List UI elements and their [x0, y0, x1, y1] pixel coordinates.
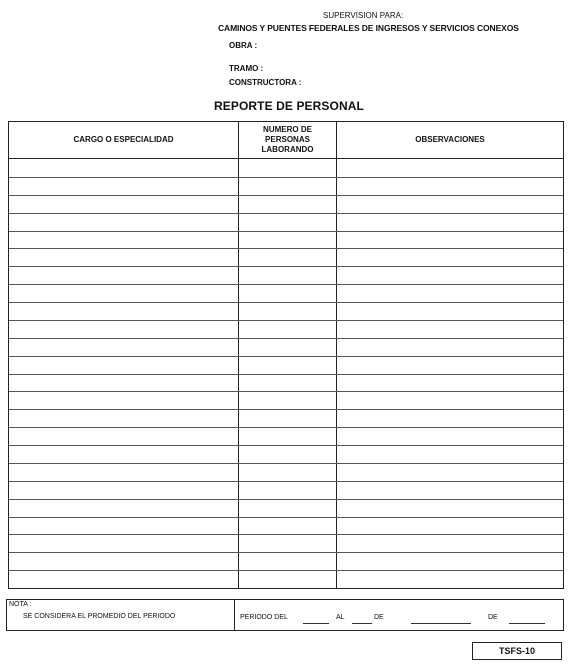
- footer-divider: [234, 600, 235, 630]
- obra-label: OBRA :: [229, 41, 258, 50]
- al-label: AL: [336, 614, 345, 621]
- table-row: [9, 374, 563, 375]
- table-row: [9, 445, 563, 446]
- periodo-del-label: PERIODO DEL: [240, 614, 288, 621]
- tramo-label: TRAMO :: [229, 64, 264, 73]
- table-row: [9, 481, 563, 482]
- table-row: [9, 463, 563, 464]
- month-blank[interactable]: [411, 623, 471, 624]
- periodo-start-blank[interactable]: [303, 623, 329, 624]
- table-row: [9, 517, 563, 518]
- col-header-observaciones: OBSERVACIONES: [415, 135, 485, 144]
- footer-box: [6, 599, 564, 631]
- table-row: [9, 338, 563, 339]
- table-row: [9, 213, 563, 214]
- table-row: [9, 391, 563, 392]
- table-row: [9, 302, 563, 303]
- personnel-table: [8, 121, 564, 589]
- table-row: [9, 534, 563, 535]
- table-row: [9, 231, 563, 232]
- de-label-2: DE: [488, 614, 498, 621]
- de-label-1: DE: [374, 614, 384, 621]
- table-row: [9, 499, 563, 500]
- table-row: [9, 570, 563, 571]
- col-header-cargo: CARGO O ESPECIALIDAD: [73, 135, 174, 144]
- col-header-numero: NUMERO DE PERSONAS LABORANDO: [261, 125, 314, 154]
- table-row: [9, 284, 563, 285]
- table-rows: [9, 159, 563, 588]
- nota-text: SE CONSIDERA EL PROMEDIO DEL PERIODO: [23, 613, 176, 620]
- table-row: [9, 248, 563, 249]
- table-row: [9, 266, 563, 267]
- form-code-badge: TSFS-10: [472, 642, 562, 660]
- table-row: [9, 356, 563, 357]
- table-row: [9, 195, 563, 196]
- table-row: [9, 427, 563, 428]
- organization-name: CAMINOS Y PUENTES FEDERALES DE INGRESOS Y SERVICIOS CONEXOS: [218, 23, 519, 33]
- table-row: [9, 177, 563, 178]
- table-row: [9, 320, 563, 321]
- supervision-label: SUPERVISION PARA:: [323, 11, 404, 20]
- nota-label: NOTA :: [9, 601, 32, 608]
- year-blank[interactable]: [509, 623, 545, 624]
- table-row: [9, 552, 563, 553]
- page-title: REPORTE DE PERSONAL: [214, 99, 364, 113]
- table-row: [9, 409, 563, 410]
- periodo-end-blank[interactable]: [352, 623, 372, 624]
- constructora-label: CONSTRUCTORA :: [229, 78, 302, 87]
